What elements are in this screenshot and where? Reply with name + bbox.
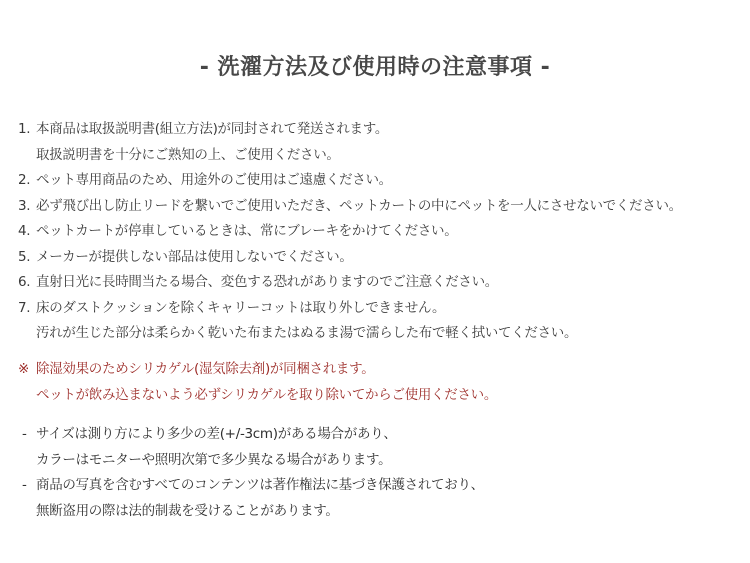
note-4 xyxy=(18,219,738,245)
note-number: 7. xyxy=(18,299,31,316)
extra-note-1 xyxy=(22,422,742,448)
warning-line-2 xyxy=(18,383,738,409)
note-text: 必ず飛び出し防止リードを繋いでご使用いただき、ペットカートの中にペットを一人にさせないでください。 xyxy=(36,197,682,214)
warning-marker: ※ xyxy=(18,361,30,377)
note-number: 6. xyxy=(18,274,31,290)
extra-note-1-continuation xyxy=(22,448,742,474)
extra-marker: - xyxy=(22,426,27,442)
note-1-continuation xyxy=(18,143,738,169)
extra-text: サイズは測り方により多少の差(+/-3cm)がある場合があり、 xyxy=(36,426,397,442)
extra-text: 商品の写真を含むすべてのコンテンツは著作権法に基づき保護されており、 xyxy=(36,477,484,493)
additional-notes xyxy=(22,422,742,524)
note-7-continuation xyxy=(18,321,738,347)
note-number: 4. xyxy=(18,223,31,239)
care-notes-list xyxy=(18,117,738,347)
extra-text: カラーはモニターや照明次第で多少異なる場合があります。 xyxy=(36,451,392,468)
silica-gel-warning xyxy=(18,357,738,408)
extra-marker: - xyxy=(22,477,27,493)
note-text: ペットカートが停車しているときは、常にブレーキをかけてください。 xyxy=(36,223,458,239)
warning-text: ペットが飲み込まないよう必ずシリカゲルを取り除いてからご使用ください。 xyxy=(36,386,498,403)
note-7 xyxy=(18,296,738,322)
note-5 xyxy=(18,245,738,271)
note-1 xyxy=(18,117,738,143)
extra-note-2 xyxy=(22,473,742,499)
note-text: 直射日光に長時間当たる場合、変色する恐れがありますのでご注意ください。 xyxy=(36,274,498,290)
note-text: 汚れが生じた部分は柔らかく乾いた布またはぬるま湯で濡らした布で軽く拭いてください。 xyxy=(36,325,578,341)
note-3 xyxy=(18,194,738,220)
page-title: - 洗濯方法及び使用時の注意事項 - xyxy=(199,55,551,80)
extra-text: 無断盗用の際は法的制裁を受けることがあります。 xyxy=(36,502,339,519)
note-6 xyxy=(18,270,738,296)
note-text: 床のダストクッションを除くキャリーコットは取り外しできません。 xyxy=(36,299,446,316)
warning-line-1 xyxy=(18,357,738,383)
note-number: 5. xyxy=(18,248,31,265)
note-2 xyxy=(18,168,738,194)
note-text: ペット専用商品のため、用途外のご使用はご遠慮ください。 xyxy=(36,172,392,188)
note-text: 本商品は取扱説明書(組立方法)が同封されて発送されます。 xyxy=(36,121,389,137)
note-text: メーカーが提供しない部品は使用しないでください。 xyxy=(36,248,353,265)
extra-note-2-continuation xyxy=(22,499,742,525)
note-number: 3. xyxy=(18,197,31,214)
warning-text: 除湿効果のためシリカゲル(湿気除去剤)が同梱されます。 xyxy=(36,361,375,377)
note-text: 取扱説明書を十分にご熟知の上、ご使用ください。 xyxy=(36,146,340,163)
note-number: 2. xyxy=(18,172,31,188)
note-number: 1. xyxy=(18,121,31,137)
